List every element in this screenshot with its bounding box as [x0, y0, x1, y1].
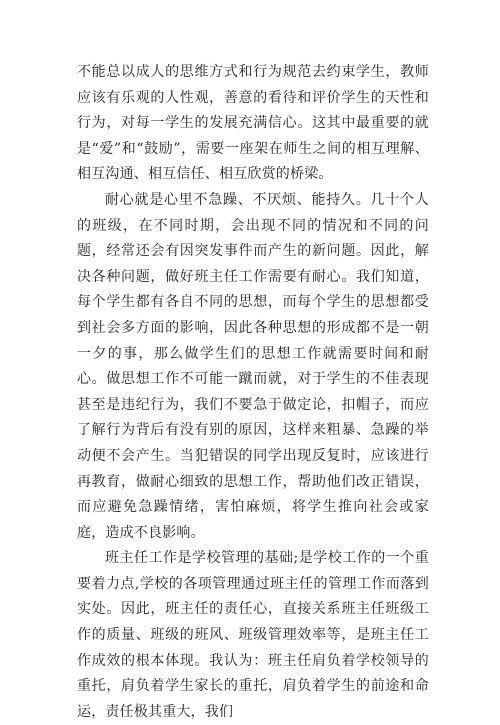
paragraph-3: 班主任工作是学校管理的基础;是学校工作的一个重要着力点,学校的各项管理通过班主任的管理工作而落到实处。因此，班主任的责任心，直接关系班主任班级工作的质量、班级的班风、班级管理效率等，是班主任工作成效的根本体现。我认为：班主任肩负着学校领导的重托，肩负着学生家长的重托，肩负着学生的前途和命运，责任极其重大，我们: [77, 550, 429, 720]
paragraph-2: 耐心就是心里不急躁、不厌烦、能持久。几十个人的班级，在不同时期，会出现不同的情况和不同的问题，经常还会有因突发事件而产生的新问题。因此，解决各种问题，做好班主任工作需要有耐心。我们知道，每个学生都有各自不同的思想，而每个学生的思想都受到社会多方面的影响，因此各种思想的形成都不是一朝一夕的事，那么做学生们的思想工作就需要时间和耐心。做思想工作不可能一蹴而就，对于学生的不佳表现甚至是违纪行为，我们不要急于做定论，扣帽子，而应了解行为背后有没有别的原因，这样来粗暴、急躁的举动便不会产生。当犯错误的同学出现反复时，应该进行再教育，做耐心细致的思想工作，帮助他们改正错误，而应避免急躁情绪，害怕麻烦，将学生推向社会或家庭，造成不良影响。: [77, 191, 429, 541]
document-body: [77, 60, 429, 725]
paragraph-1: 不能总以成人的思维方式和行为规范去约束学生，教师应该有乐观的人性观，善意的看待和评价学生的天性和行为，对每一学生的发展充满信心。这其中最重要的就是“爱”和“鼓励”，需要一座架在师生之间的相互理解、相互沟通、相互信任、相互欣赏的桥梁。: [77, 64, 429, 183]
